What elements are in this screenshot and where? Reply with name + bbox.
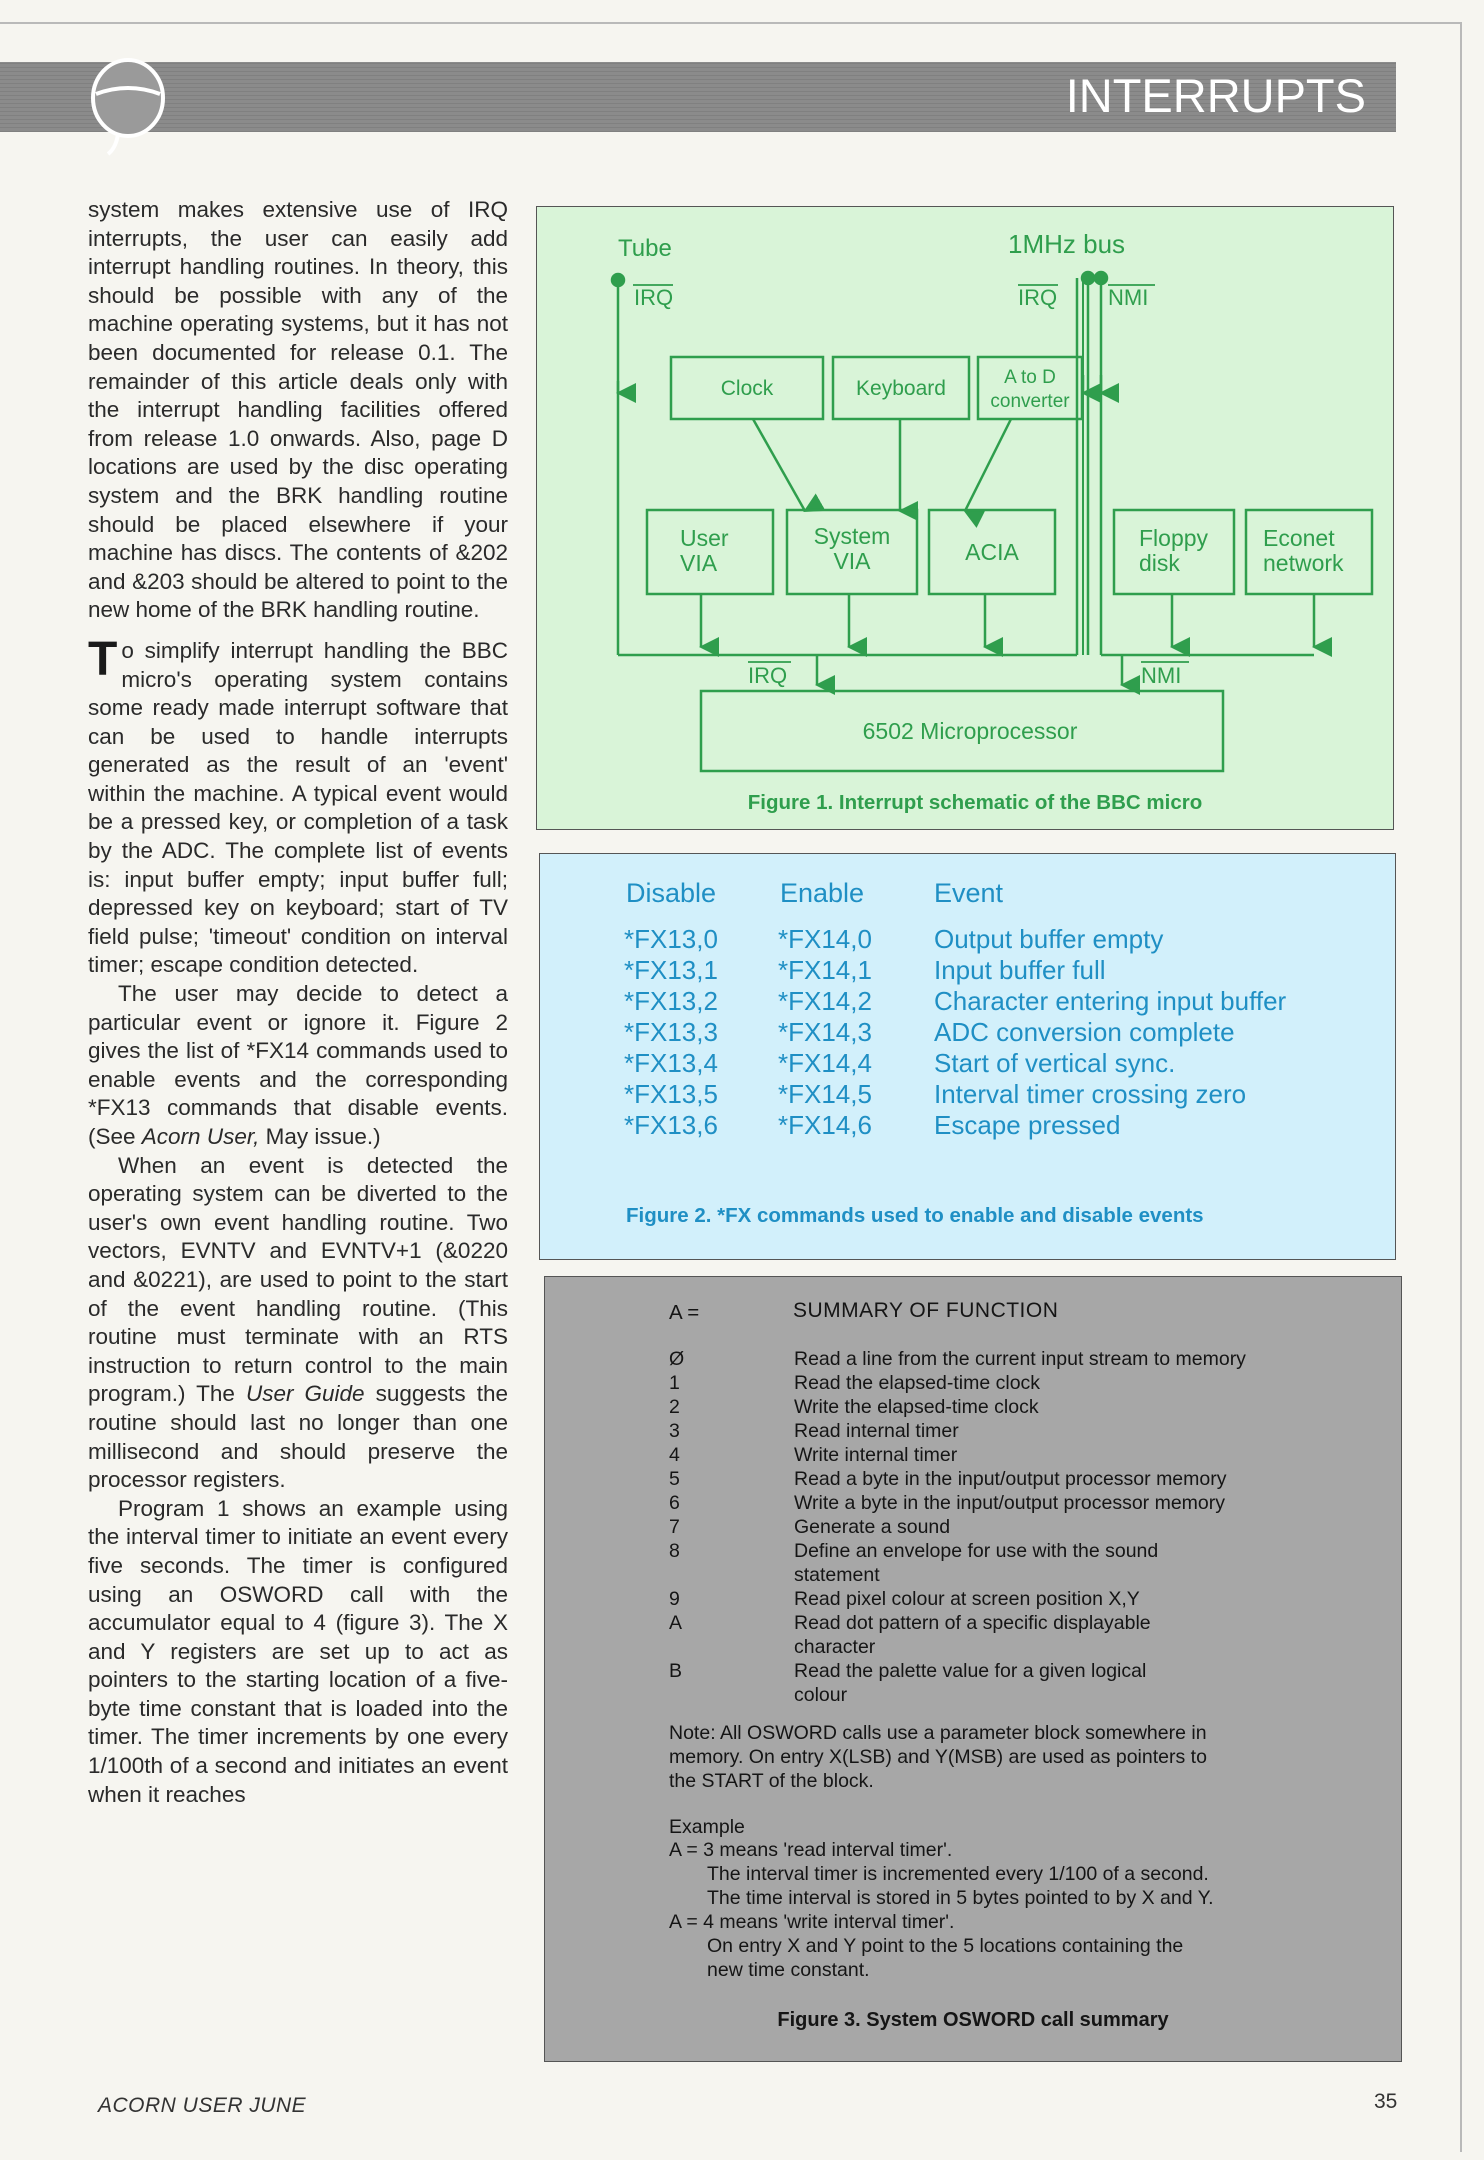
system-via-label-1: System [813, 523, 891, 549]
enable-cell: *FX14,0 [778, 924, 872, 954]
floppy-box-label-1: Floppy [1139, 525, 1209, 551]
example-heading: Example [669, 1816, 745, 1838]
keyboard-box-label: Keyboard [856, 377, 946, 400]
a-value-cell: 9 [669, 1588, 680, 1610]
figure-3-caption: Figure 3. System OSWORD call summary [777, 2009, 1169, 2031]
function-cell: Read internal timer [794, 1420, 959, 1442]
a-value-cell: 7 [669, 1516, 680, 1538]
enable-cell: *FX14,5 [778, 1079, 872, 1109]
a-value-cell: 2 [669, 1396, 680, 1418]
function-cell: colour [794, 1684, 848, 1706]
disable-cell: *FX13,4 [624, 1048, 718, 1078]
enable-cell: *FX14,1 [778, 955, 872, 985]
cpu-box-label: 6502 Microprocessor [862, 718, 1078, 744]
a-value-cell: 5 [669, 1468, 680, 1490]
atod-box-label-2: converter [990, 391, 1070, 412]
function-cell: Read a line from the current input stream to memory [794, 1348, 1246, 1370]
footer-publication: ACORN USER JUNE [98, 2094, 307, 2117]
floppy-box-label-2: disk [1139, 550, 1180, 576]
disable-cell: *FX13,1 [624, 955, 718, 985]
function-cell: Generate a sound [794, 1516, 951, 1538]
event-cell: Interval timer crossing zero [934, 1079, 1247, 1109]
enable-cell: *FX14,4 [778, 1048, 872, 1078]
function-cell: Read pixel colour at screen position X,Y [794, 1588, 1140, 1610]
article-column [88, 196, 508, 1809]
a-value-cell: 3 [669, 1420, 680, 1442]
event-cell: Character entering input buffer [934, 986, 1287, 1016]
function-cell: Read the elapsed-time clock [794, 1372, 1041, 1394]
clock-box-label: Clock [720, 377, 774, 400]
event-cell: Output buffer empty [934, 924, 1164, 954]
header-disable: Disable [626, 878, 717, 908]
article-paragraph-3: The user may decide to detect a particular event or ignore it. Figure 2 gives the list of *FX14 commands used to enable events and the corresponding *FX13 commands that disable events. (See Acorn User, May issue.) [88, 981, 508, 1149]
article-paragraph-5: Program 1 shows an example using the interval timer to initiate an event every five seconds. The timer is configured using an OSWORD call with the accumulator equal to 4 (figure 3). The X and Y registers are set up to act as pointers to the starting location of a five-byte time constant that is loaded into the timer. The timer increments by one every 1/100th of a second and initiates an event when it reaches [88, 1495, 508, 1807]
header-banner [0, 62, 1396, 132]
disable-cell: *FX13,2 [624, 986, 718, 1016]
page-title: INTERRUPTS [1065, 69, 1366, 122]
example-line-2: The interval timer is incremented every 1/100 of a second. [707, 1863, 1209, 1885]
note-line-1: Note: All OSWORD calls use a parameter block somewhere in [669, 1722, 1207, 1744]
user-via-label-1: User [680, 525, 729, 551]
figure-1-schematic [536, 206, 1394, 830]
figure-3-osword-summary [544, 1276, 1402, 2062]
event-cell: Start of vertical sync. [934, 1048, 1176, 1078]
tube-irq-label: IRQ [634, 285, 674, 310]
bus-irq-label: IRQ [1018, 285, 1058, 310]
disable-cell: *FX13,0 [624, 924, 718, 954]
drop-cap: T [88, 632, 118, 686]
article-paragraph-4: When an event is detected the operating system can be diverted to the user's own event handling routine. Two vectors, EVNTV and EVNTV+1 (&0220 and &0221), are used to point to the start of the event handling routine. (This routine must terminate with an RTS instruction to return control to the main program.) The User Guide suggests the routine should last no longer than one millisecond and should preserve the processor registers. [88, 1152, 508, 1493]
function-cell: Write a byte in the input/output processor memory [794, 1492, 1226, 1514]
note-line-3: the START of the block. [669, 1770, 874, 1792]
cpu-nmi-label: NMI [1141, 663, 1182, 688]
event-cell: Input buffer full [934, 955, 1106, 985]
a-value-cell: Ø [669, 1348, 685, 1370]
header-event: Event [934, 878, 1004, 908]
atod-box-label-1: A to D [1004, 367, 1056, 388]
page-number: 35 [1374, 2090, 1398, 2113]
disable-cell: *FX13,6 [624, 1110, 718, 1140]
enable-cell: *FX14,6 [778, 1110, 872, 1140]
event-cell: ADC conversion complete [934, 1017, 1235, 1047]
acia-box-label: ACIA [965, 539, 1019, 565]
example-line-1: A = 3 means 'read interval timer'. [669, 1839, 953, 1861]
event-cell: Escape pressed [934, 1110, 1121, 1140]
enable-cell: *FX14,2 [778, 986, 872, 1016]
col-summary-header: SUMMARY OF FUNCTION [793, 1299, 1059, 1322]
cpu-irq-label: IRQ [748, 663, 788, 688]
function-cell: Define an envelope for use with the sound [794, 1540, 1159, 1562]
acorn-logo-icon [88, 54, 168, 158]
function-cell: Read the palette value for a given logical [794, 1660, 1147, 1682]
function-cell: statement [794, 1564, 880, 1586]
function-cell: Read dot pattern of a specific displayable [794, 1612, 1151, 1634]
a-value-cell: 4 [669, 1444, 680, 1466]
article-paragraph-2: To simplify interrupt handling the BBC micro's operating system contains some ready made interrupt software that can be used to handle interrupts generated as the result of an 'event' within the machine. A typical event would be a pressed key, or completion of a task by the ADC. The complete list of events is: input buffer empty; input buffer full; depressed key on keyboard; start of TV field pulse; 'timeout' condition on interval timer; escape condition detected. [88, 632, 508, 978]
function-cell: Write internal timer [794, 1444, 958, 1466]
function-cell: Write the elapsed-time clock [794, 1396, 1039, 1418]
a-value-cell: 6 [669, 1492, 680, 1514]
function-cell: character [794, 1636, 876, 1658]
user-via-label-2: VIA [680, 550, 718, 576]
econet-box-label-2: network [1263, 550, 1344, 576]
a-value-cell: 1 [669, 1372, 680, 1394]
enable-cell: *FX14,3 [778, 1017, 872, 1047]
disable-cell: *FX13,5 [624, 1079, 718, 1109]
note-line-2: memory. On entry X(LSB) and Y(MSB) are used as pointers to [669, 1746, 1207, 1768]
disable-cell: *FX13,3 [624, 1017, 718, 1047]
system-via-label-2: VIA [833, 548, 871, 574]
example-line-3: The time interval is stored in 5 bytes pointed to by X and Y. [707, 1887, 1214, 1909]
a-value-cell: B [669, 1660, 683, 1682]
interrupt-schematic [537, 207, 1393, 829]
col-a-header: A = [669, 1301, 700, 1324]
a-value-cell: A [669, 1612, 683, 1634]
bus-label: 1MHz bus [1008, 229, 1126, 259]
article-paragraph-1: system makes extensive use of IRQ interrupts, the user can easily add interrupt handling routines. In theory, this should be possible with any of the machine operating systems, but it has not been documented for release 0.1. The remainder of this article deals only with the interrupt handling facilities offered from release 1.0 onwards. Also, page D locations are used by the disc operating system and the BRK handling routine should be placed elsewhere if your machine has discs. The contents of &202 and &203 should be altered to point to the new home of the BRK handling routine. [88, 197, 508, 623]
figure-2-caption: Figure 2. *FX commands used to enable and disable events [626, 1204, 1204, 1227]
bus-nmi-label: NMI [1108, 285, 1149, 310]
econet-box-label-1: Econet [1263, 525, 1335, 551]
example-line-5: On entry X and Y point to the 5 locations containing the [707, 1935, 1184, 1957]
example-line-6: new time constant. [707, 1959, 870, 1981]
figure-1-caption: Figure 1. Interrupt schematic of the BBC micro [747, 791, 1203, 814]
a-value-cell: 8 [669, 1540, 680, 1562]
example-line-4: A = 4 means 'write interval timer'. [669, 1911, 955, 1933]
header-enable: Enable [780, 878, 865, 908]
tube-label: Tube [618, 235, 672, 262]
figure-2-fx-table [539, 853, 1396, 1260]
function-cell: Read a byte in the input/output processor memory [794, 1468, 1227, 1490]
